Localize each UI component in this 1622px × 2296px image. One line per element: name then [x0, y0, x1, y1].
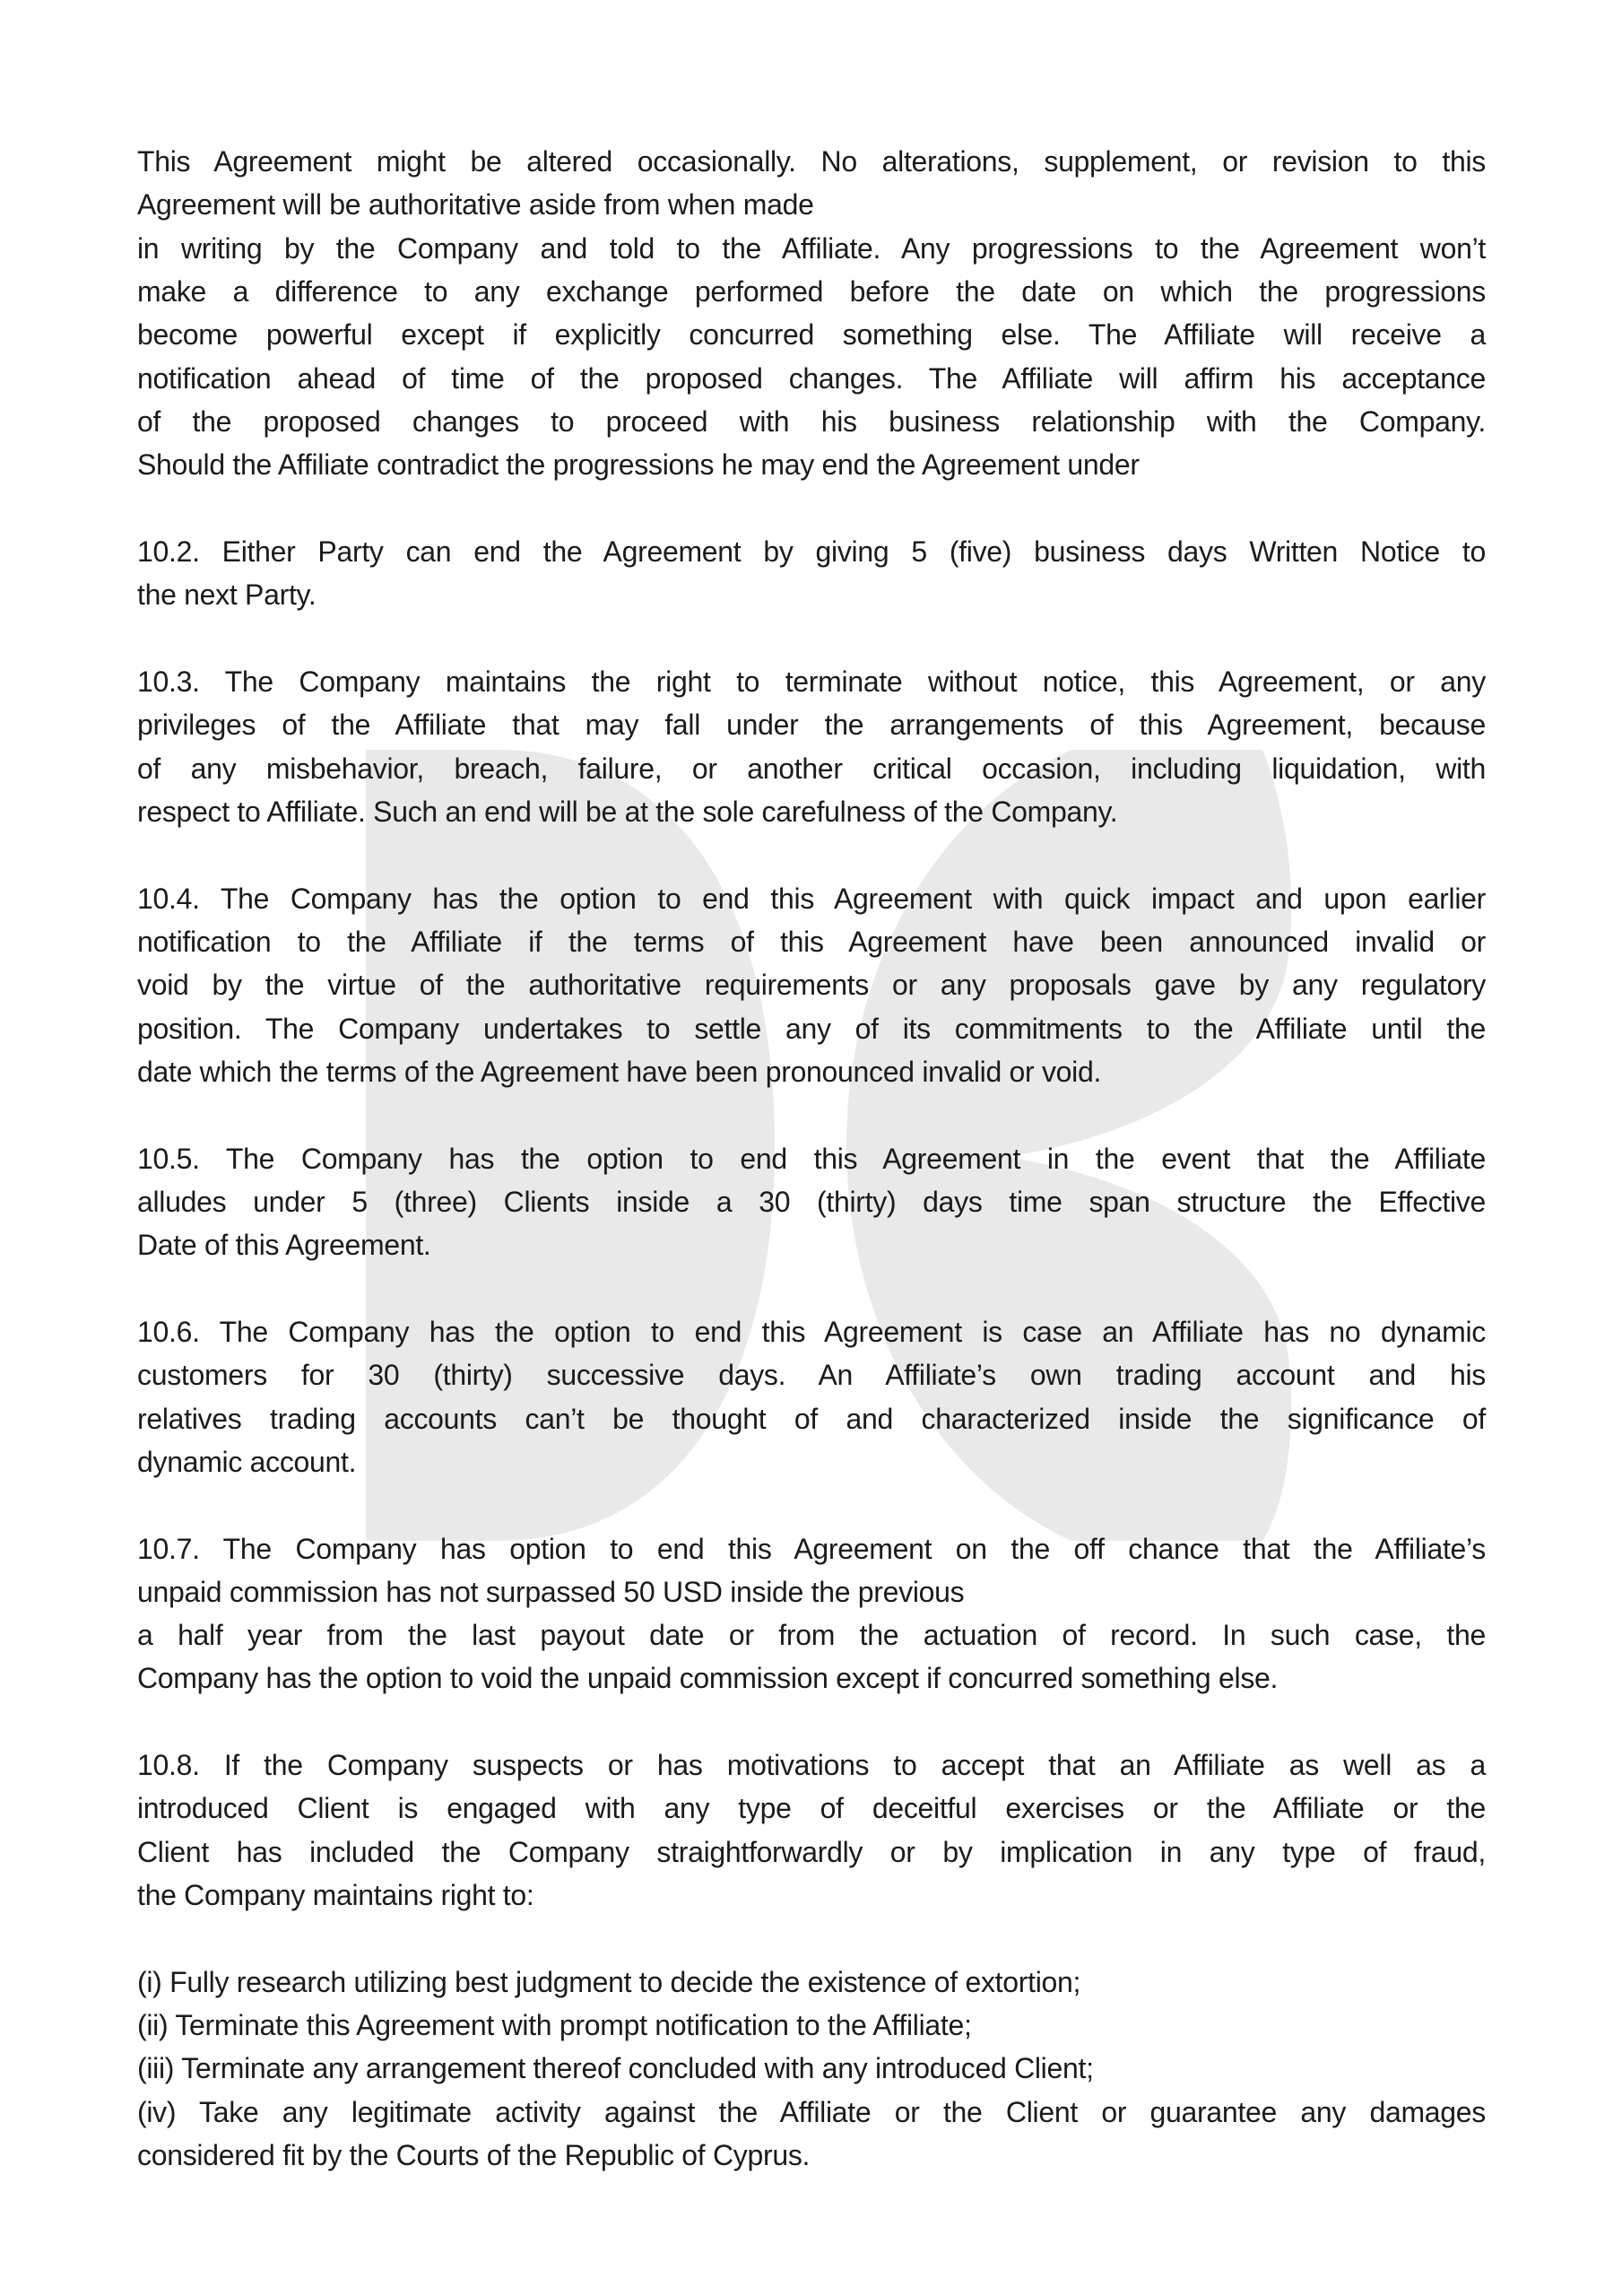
text-line: privileges of the Affiliate that may fall under the arrangements of this Agreement, because: [137, 709, 1486, 742]
agreement-text-body: [137, 140, 1486, 2177]
text-line: unpaid commission has not surpassed 50 USD inside the previous: [137, 1575, 965, 1608]
text-line: void by the virtue of the authoritative requirements or any proposals gave by any regulatory: [137, 969, 1486, 1002]
text-line: date which the terms of the Agreement have been pronounced invalid or void.: [137, 1055, 1102, 1088]
text-line: make a difference to any exchange performed before the date on which the progressions: [137, 274, 1486, 308]
text-line: of any misbehavior, breach, failure, or another critical occasion, including liquidation, with: [137, 752, 1486, 785]
text-line: Company has the option to void the unpaid commission except if concurred something else.: [137, 1662, 1279, 1695]
paragraph-clause-10-8: [137, 1744, 1486, 1917]
text-line: the Company maintains right to:: [137, 1879, 534, 1912]
text-line: notification to the Affiliate if the terms of this Agreement have been announced invalid or: [137, 925, 1486, 958]
text-line: (i) Fully research utilizing best judgment to decide the existence of extortion;: [137, 1965, 1081, 1998]
text-line: This Agreement might be altered occasionally. No alterations, supplement, or revision to this: [137, 145, 1486, 178]
text-line: the next Party.: [137, 578, 317, 612]
text-line: respect to Affiliate. Such an end will be at the sole carefulness of the Company.: [137, 795, 1118, 828]
text-line: 10.3. The Company maintains the right to terminate without notice, this Agreement, or any: [137, 665, 1486, 698]
paragraph-clause-10-1-continuation: [137, 140, 1486, 487]
text-line: Client has included the Company straightforwardly or by implication in any type of fraud,: [137, 1835, 1486, 1868]
text-line: Agreement will be authoritative aside from when made: [137, 188, 814, 222]
text-line: (ii) Terminate this Agreement with prompt notification to the Affiliate;: [137, 2009, 972, 2042]
text-line: 10.7. The Company has option to end this Agreement on the off chance that the Affiliate’s: [137, 1532, 1486, 1565]
text-line: a half year from the last payout date or from the actuation of record. In such case, the: [137, 1619, 1486, 1652]
text-line: notification ahead of time of the proposed changes. The Affiliate will affirm his acceptance: [137, 361, 1486, 395]
text-line: Should the Affiliate contradict the progressions he may end the Agreement under: [137, 448, 1140, 482]
paragraph-clause-10-7: [137, 1527, 1486, 1700]
text-line: dynamic account.: [137, 1445, 357, 1478]
text-line: 10.4. The Company has the option to end this Agreement with quick impact and upon earlier: [137, 882, 1486, 915]
text-line: relatives trading accounts can’t be thought of and characterized inside the significance of: [137, 1402, 1486, 1435]
text-line: 10.6. The Company has the option to end this Agreement is case an Affiliate has no dynamic: [137, 1315, 1486, 1348]
text-line: in writing by the Company and told to the Affiliate. Any progressions to the Agreement won’t: [137, 231, 1486, 265]
text-line: (iii) Terminate any arrangement thereof concluded with any introduced Client;: [137, 2052, 1094, 2085]
text-line: alludes under 5 (three) Clients inside a 30 (thirty) days time span structure the Effective: [137, 1185, 1486, 1218]
text-line: customers for 30 (thirty) successive days. An Affiliate’s own trading account and his: [137, 1359, 1486, 1392]
paragraph-clause-10-3: [137, 660, 1486, 833]
text-line: 10.5. The Company has the option to end this Agreement in the event that the Affiliate: [137, 1142, 1486, 1175]
text-line: 10.8. If the Company suspects or has motivations to accept that an Affiliate as well as a: [137, 1749, 1486, 1782]
paragraph-clause-10-6: [137, 1310, 1486, 1483]
text-line: become powerful except if explicitly concurred something else. The Affiliate will receive a: [137, 318, 1486, 352]
text-line: of the proposed changes to proceed with his business relationship with the Company.: [137, 404, 1486, 438]
text-line: 10.2. Either Party can end the Agreement by giving 5 (five) business days Written Notice to: [137, 535, 1486, 568]
paragraph-clause-10-4: [137, 877, 1486, 1094]
text-line: introduced Client is engaged with any type of deceitful exercises or the Affiliate or the: [137, 1792, 1486, 1825]
text-line: Date of this Agreement.: [137, 1229, 431, 1262]
paragraph-clause-10-8-romanette-list: [137, 1961, 1486, 2178]
text-line: considered fit by the Courts of the Republic of Cyprus.: [137, 2139, 811, 2172]
text-line: (iv) Take any legitimate activity against the Affiliate or the Client or guarantee any damages: [137, 2095, 1486, 2128]
paragraph-clause-10-5: [137, 1137, 1486, 1267]
text-line: position. The Company undertakes to settle any of its commitments to the Affiliate until the: [137, 1012, 1486, 1045]
paragraph-clause-10-2: [137, 530, 1486, 617]
